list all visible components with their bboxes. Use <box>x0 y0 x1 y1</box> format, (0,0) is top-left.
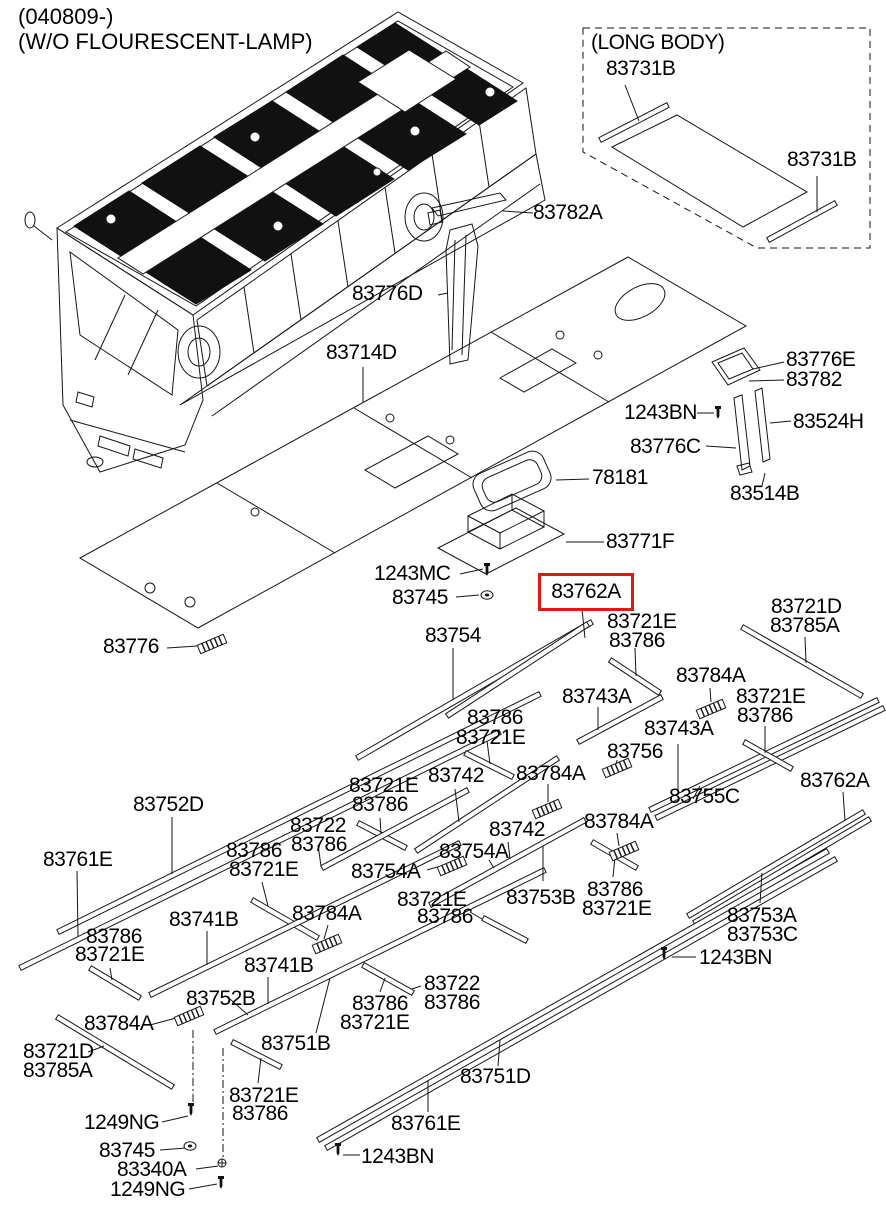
part-label: 83761E <box>391 1112 461 1135</box>
part-label: 1249NG <box>110 1178 186 1201</box>
part-label: 83731B <box>787 148 857 171</box>
part-label: 83721E <box>582 897 652 920</box>
part-label: 83721E <box>607 610 677 633</box>
part-label: 83786 <box>587 878 643 901</box>
part-label: 83742 <box>428 764 484 787</box>
part-label: 83741B <box>169 908 239 931</box>
part-label: 83786 <box>352 992 408 1015</box>
part-label: 83745 <box>99 1139 155 1162</box>
part-label: 83776C <box>630 435 701 458</box>
part-label: 83753A <box>727 904 797 927</box>
part-label: 1243BN <box>624 401 697 424</box>
long-body-title: (LONG BODY) <box>591 31 725 54</box>
part-label: 83786 <box>467 706 523 729</box>
part-label: 83785A <box>770 614 840 637</box>
part-label: 83743A <box>644 717 714 740</box>
part-label: 1243BN <box>361 1145 434 1168</box>
part-label: 83786 <box>737 704 793 727</box>
part-label: 83753B <box>506 886 576 909</box>
part-label: 83753C <box>727 923 798 946</box>
part-label: 83771F <box>606 530 675 553</box>
part-label: 83714D <box>326 341 397 364</box>
part-label: 83514B <box>730 482 800 505</box>
part-label: 83741B <box>244 954 314 977</box>
part-label: 1249NG <box>84 1111 160 1134</box>
part-label: 83786 <box>226 839 282 862</box>
part-label: 83722 <box>424 972 480 995</box>
part-label: 83743A <box>562 685 632 708</box>
part-label: 83786 <box>86 925 142 948</box>
note-date-code: (040809-) <box>18 4 114 29</box>
part-label: 83761E <box>43 848 113 871</box>
part-label: 83784A <box>584 810 654 833</box>
part-label: 83786 <box>609 629 665 652</box>
part-label: 83731B <box>606 57 676 80</box>
part-drawings <box>428 193 770 574</box>
part-label: 83722 <box>290 814 346 837</box>
part-label-highlighted: 83762A <box>551 580 621 603</box>
part-label: 83524H <box>793 410 864 433</box>
part-label: 83784A <box>516 762 586 785</box>
part-label: 83755C <box>669 785 740 808</box>
part-label: 83785A <box>23 1059 93 1082</box>
part-label: 83776D <box>352 282 423 305</box>
part-label: 83782A <box>533 201 603 224</box>
part-label: 83756 <box>607 740 663 763</box>
part-label: 83752B <box>186 987 256 1010</box>
part-label: 83786 <box>232 1102 288 1125</box>
part-label: 83754 <box>425 624 481 647</box>
part-label: 83721E <box>397 888 467 911</box>
part-label: 83742 <box>489 818 545 841</box>
part-label: 83721D <box>23 1040 94 1063</box>
part-label: 83721E <box>340 1011 410 1034</box>
part-label: 83751B <box>261 1032 331 1055</box>
part-label: 83745 <box>392 586 448 609</box>
part-label: 83721E <box>229 858 299 881</box>
part-label: 83776 <box>103 635 159 658</box>
part-label: 83786 <box>417 905 473 928</box>
part-label: 83721E <box>75 943 145 966</box>
part-label: 83751D <box>460 1065 531 1088</box>
part-label: 83754A <box>351 860 421 883</box>
part-label: 1243BN <box>699 946 772 969</box>
part-label: 83782 <box>786 368 842 391</box>
part-label: 83786 <box>291 833 347 856</box>
part-label: 83721E <box>229 1084 299 1107</box>
bus-illustration <box>25 12 545 472</box>
part-label: 83754A <box>439 840 509 863</box>
part-label: 83784A <box>676 664 746 687</box>
part-label: 83752D <box>133 793 204 816</box>
part-label: 83784A <box>84 1012 154 1035</box>
part-label: 83762A <box>800 769 870 792</box>
part-label: 83776E <box>786 348 856 371</box>
highlight-box-83762A <box>538 573 634 611</box>
part-label: 83786 <box>352 793 408 816</box>
note-variant: (W/O FLOURESCENT-LAMP) <box>18 29 313 54</box>
part-label: 83721E <box>456 726 526 749</box>
part-label: 78181 <box>592 466 648 489</box>
part-label: 83721D <box>771 595 842 618</box>
part-label: 83784A <box>292 902 362 925</box>
part-label: 1243MC <box>374 562 451 585</box>
part-label: 83340A <box>117 1158 187 1181</box>
part-label: 83721E <box>736 685 806 708</box>
part-label: 83721E <box>349 774 419 797</box>
part-label: 83786 <box>424 991 480 1014</box>
